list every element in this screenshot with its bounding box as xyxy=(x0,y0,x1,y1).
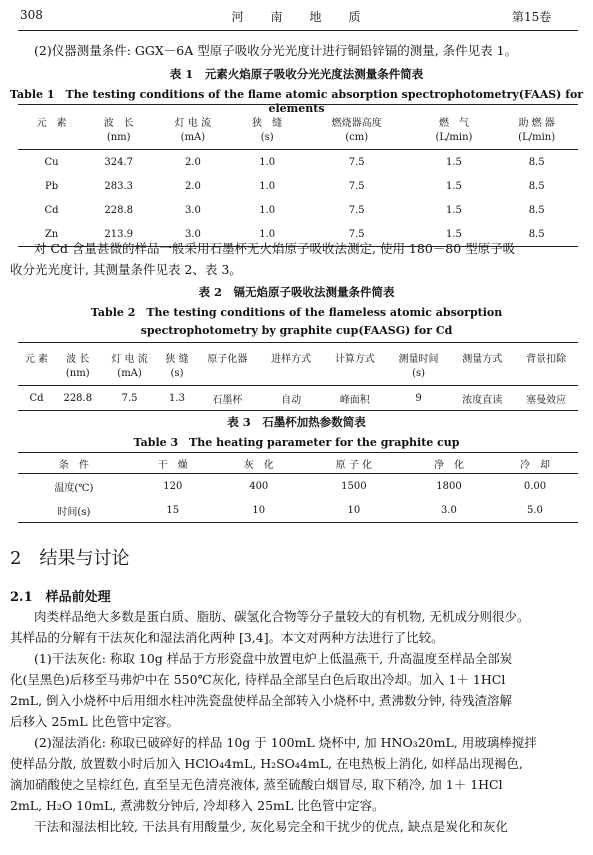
table1-cell: 283.3 xyxy=(104,180,133,192)
table2-unit-cell xyxy=(323,365,387,386)
table2-header-cell: 进样方式 xyxy=(271,353,312,365)
table2-header-cell: 测量时间 xyxy=(398,353,439,365)
table2-unit-row xyxy=(18,365,578,386)
table2-unit-cell: (s) xyxy=(412,367,426,379)
table1-cell: 1.0 xyxy=(259,204,276,216)
table3-cell: 120 xyxy=(163,480,183,492)
table3-cell: 1800 xyxy=(436,480,462,492)
table2-header-cell: 原子化器 xyxy=(207,353,248,365)
table2-header-cell: 波 长 xyxy=(66,353,90,365)
body-line: 化(呈黑色)后移至马弗炉中在 550℃灰化, 待样品全部呈白色后取出冷却。加入 1＋ 1HCl xyxy=(10,672,506,687)
table1-unit-cell: (L/min) xyxy=(435,131,473,143)
table1-unit-cell: (L/min) xyxy=(518,131,556,143)
table1-cell: 8.5 xyxy=(528,204,545,216)
paragraph-cd-intro-line2: 收分光光度计, 其测量条件见表 2、表 3。 xyxy=(10,262,242,277)
table1-unit-cell: (mA) xyxy=(180,131,206,143)
body-line: 使样品分散, 放置数小时后加入 HClO₄4mL, H₂SO₄4mL, 在电热板上消化, 如样品出现褐色, xyxy=(10,756,523,771)
table1-cell: 1.0 xyxy=(259,180,276,192)
table1-unit-cell xyxy=(18,129,85,150)
table2-header-cell: 测量方式 xyxy=(462,353,503,365)
volume-label: 第15卷 xyxy=(512,10,552,24)
body-line: (2)湿法消化: 称取已破碎好的样品 10g 于 100mL 烧杯中, 加 HNO₃20mL, 用玻璃棒搅拌 xyxy=(34,735,537,750)
table1-cell: 7.5 xyxy=(348,156,365,168)
table2-cell: 9 xyxy=(415,392,422,404)
table1-header-cell: 狭 缝 xyxy=(252,117,283,129)
table1-header-cell: 灯 电 流 xyxy=(174,117,212,129)
body-line: (1)干法灰化: 称取 10g 样品于方形瓷盘中放置电炉上低温燕干, 升高温度至样品全部炭 xyxy=(34,651,513,666)
table3-cell: 0.00 xyxy=(523,480,547,492)
table2-caption-cn: 表 2 镉无焰原子吸收法测量条件简表 xyxy=(198,285,395,299)
paragraph-instrument: (2)仪器测量条件: GGX－6A 型原子吸收分光光度计进行铜铅锌镉的测量, 条件见表 1。 xyxy=(34,43,518,58)
table1-row xyxy=(18,198,578,222)
table3-cell: 3.0 xyxy=(441,504,457,516)
table2-cell: 浓度直读 xyxy=(462,394,503,406)
table3-header-cell: 原 子 化 xyxy=(335,459,373,471)
table1-cell: 228.8 xyxy=(104,204,133,216)
table3-header-cell: 干 燥 xyxy=(157,459,188,471)
table2-unit-cell xyxy=(514,365,578,386)
table1-cell: 1.5 xyxy=(446,228,462,240)
body-line: 其样品的分解有干法灰化和湿法消化两种 [3,4]。本文对两种方法进行了比较。 xyxy=(10,630,444,645)
table1-cell: 324.7 xyxy=(104,156,133,168)
table1-cell: 7.5 xyxy=(348,228,365,240)
table3-caption-en: Table 3 The heating parameter for the graphite cup xyxy=(133,436,460,449)
table1-cell: 8.5 xyxy=(528,156,545,168)
table1-cell: 1.5 xyxy=(446,156,462,168)
table2-header-cell: 计算方式 xyxy=(334,353,375,365)
journal-title: 河 南 地 质 xyxy=(231,10,362,24)
table3-cell: 温度(℃) xyxy=(54,482,94,494)
table2-unit-cell xyxy=(259,365,323,386)
table2-unit-cell xyxy=(450,365,514,386)
paragraph-cd-intro-line1: 对 Cd 含量甚微的样品一般采用石墨杯无火焰原子吸收法测定, 使用 180－80 型原子吸 xyxy=(34,241,516,256)
table3-cell: 15 xyxy=(166,504,180,516)
table2-cell: 228.8 xyxy=(63,392,93,404)
table3-row xyxy=(18,474,578,499)
table3-cell: 5.0 xyxy=(527,504,543,516)
table2-header-cell: 狭 缝 xyxy=(165,353,189,365)
table3 xyxy=(18,452,578,523)
table1-cell: Pb xyxy=(44,180,59,192)
table3-header-cell: 净 化 xyxy=(433,459,464,471)
table3-caption-cn: 表 3 石墨杯加热参数简表 xyxy=(227,415,366,429)
table2-unit-cell xyxy=(195,365,259,386)
table2-unit-cell: (nm) xyxy=(65,367,90,379)
table2-cell: 1.3 xyxy=(169,392,185,404)
table1-unit-row xyxy=(18,129,578,150)
table1-unit-cell: (cm) xyxy=(345,131,369,143)
table1-cell: 2.0 xyxy=(184,180,201,192)
body-line: 2mL, 倒入小烧杯中后用细水柱冲洗瓷盘使样品全部转入小烧杯中, 煮沸数分钟, 待残渣溶解 xyxy=(10,693,512,708)
body-line: 滴加硝酸使之呈棕红色, 直至呈无色清亮液体, 蒸至硫酸白烟冒尽, 取下稍冷, 加 1＋ 1HCl xyxy=(10,777,503,792)
table3-header-row xyxy=(18,453,578,474)
table1-cell: 1.5 xyxy=(446,204,462,216)
table1-header-cell: 助 燃 器 xyxy=(518,117,555,129)
table3-cell: 10 xyxy=(252,504,266,516)
body-line: 后移入 25mL 比色管中定容。 xyxy=(10,714,180,729)
table1-header-row xyxy=(18,105,578,130)
table1-unit-cell: (nm) xyxy=(106,131,131,143)
table1-row xyxy=(18,150,578,175)
table1-cell: 8.5 xyxy=(528,180,545,192)
table2-header-cell: 灯 电 流 xyxy=(111,353,148,365)
table2-unit-cell: (s) xyxy=(170,367,184,379)
table2-cell: 塞曼效应 xyxy=(526,394,567,406)
table1-cell: 1.5 xyxy=(446,180,462,192)
table3-header-cell: 灰 化 xyxy=(243,459,274,471)
table1-header-cell: 波 长 xyxy=(103,117,134,129)
table1-cell: Zn xyxy=(44,228,59,240)
table2 xyxy=(18,342,578,411)
table1-row xyxy=(18,174,578,198)
table3-row xyxy=(18,498,578,523)
section-heading: 2 结果与讨论 xyxy=(10,548,130,569)
table2-cell: 7.5 xyxy=(121,392,138,404)
table2-caption-en-line1: Table 2 The testing conditions of the flameless atomic absorption xyxy=(90,306,503,319)
subsection-heading: 2.1 样品前处理 xyxy=(10,590,111,605)
table2-cell: 自动 xyxy=(281,394,302,406)
table2-cell: Cd xyxy=(29,392,44,404)
table1-cell: 8.5 xyxy=(528,228,545,240)
table2-row xyxy=(18,386,578,411)
table1-cell: Cd xyxy=(44,204,59,216)
table3-cell: 1500 xyxy=(341,480,367,492)
table1-cell: 3.0 xyxy=(184,228,201,240)
table3-cell: 时间(s) xyxy=(57,506,91,518)
table2-header-cell: 背景扣除 xyxy=(526,353,567,365)
table3-cell: 10 xyxy=(347,504,361,516)
table2-header-row xyxy=(18,343,578,366)
table1 xyxy=(18,104,578,247)
table2-unit-cell xyxy=(18,365,55,386)
table3-cell: 400 xyxy=(249,480,269,492)
table2-caption-en-line2: spectrophotometry by graphite cup(FAASG) for Cd xyxy=(140,324,453,337)
table1-cell: 1.0 xyxy=(259,156,276,168)
table2-header-cell: 元 素 xyxy=(24,353,49,365)
table1-cell: 3.0 xyxy=(184,204,201,216)
body-line: 肉类样品绝大多数是蛋白质、脂肪、碳氢化合物等分子量较大的有机物, 无机成分则很少。 xyxy=(34,609,530,624)
table2-cell: 峰面积 xyxy=(339,394,370,406)
table1-cell: 7.5 xyxy=(348,204,365,216)
body-line: 2mL, H₂O 10mL, 煮沸数分钟后, 冷却移入 25mL 比色管中定容。 xyxy=(10,798,385,813)
header-rule xyxy=(18,30,578,31)
table1-cell: 1.0 xyxy=(259,228,276,240)
body-line: 干法和湿法相比较, 干法具有用酸量少, 灰化易完全和干扰少的优点, 缺点是炭化和灰化 xyxy=(34,819,508,834)
table3-header-cell: 条 件 xyxy=(58,459,89,471)
table1-unit-cell: (s) xyxy=(260,131,274,143)
table2-cell: 石墨杯 xyxy=(212,394,243,406)
table1-header-cell: 元 素 xyxy=(36,117,67,129)
table1-header-cell: 燃 气 xyxy=(438,117,469,129)
table1-cell: 213.9 xyxy=(104,228,133,240)
table1-caption-cn: 表 1 元素火焰原子吸收分光光度法测量条件简表 xyxy=(169,67,424,81)
page-number: 308 xyxy=(20,8,43,22)
table1-caption-en: Table 1 The testing conditions of the flame atomic absorption spectrophotometry(FAAS) for elements xyxy=(9,88,584,115)
table1-cell: Cu xyxy=(44,156,59,168)
table1-header-cell: 燃烧器高度 xyxy=(331,117,382,129)
table1-cell: 7.5 xyxy=(348,180,365,192)
table3-header-cell: 冷 却 xyxy=(519,459,550,471)
table2-unit-cell: (mA) xyxy=(117,367,142,379)
table1-cell: 2.0 xyxy=(184,156,201,168)
